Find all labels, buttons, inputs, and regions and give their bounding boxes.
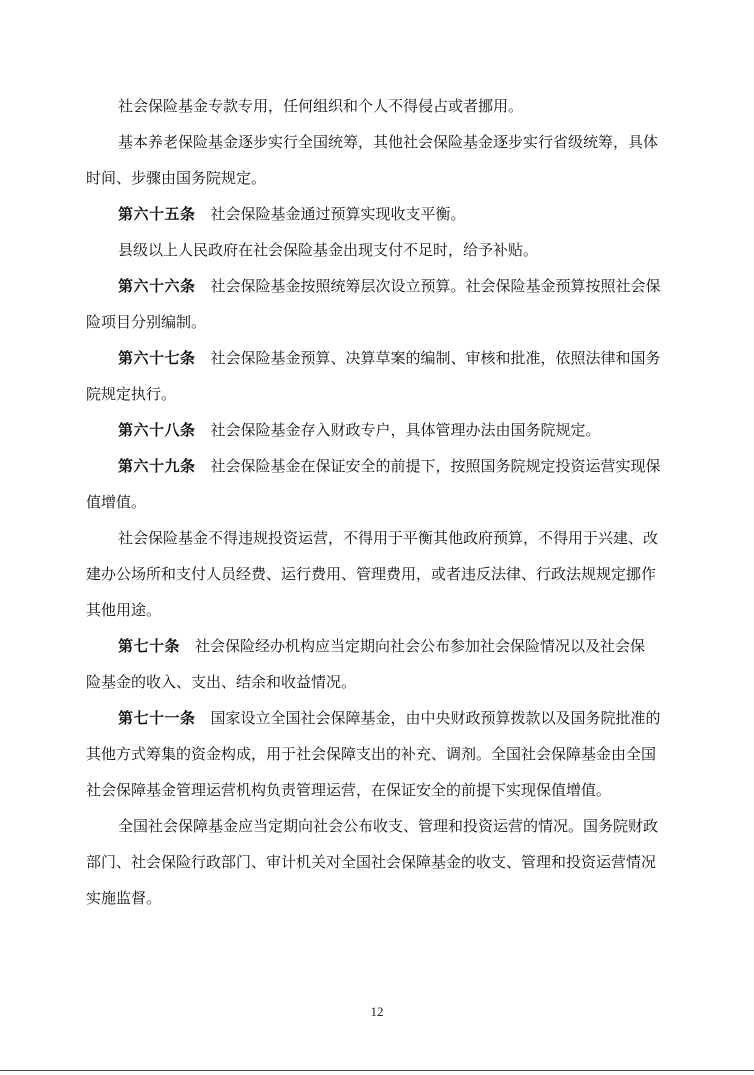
text-line: [0, 520, 754, 556]
text-line: [0, 268, 754, 304]
line-text: 社会保险基金通过预算实现收支平衡。: [210, 205, 466, 223]
line-text: 国家设立全国社会保障基金，由中央财政预算拨款以及国务院批准的: [210, 709, 661, 727]
line-text: 险基金的收入、支出、结余和收益情况。: [86, 673, 357, 691]
text-line: [0, 340, 754, 376]
line-text: 社会保险基金在保证安全的前提下，按照国务院规定投资运营实现保: [210, 457, 661, 475]
article-paragraph: [0, 628, 754, 700]
text-line: [0, 880, 754, 916]
paragraph: [0, 88, 754, 124]
line-text: 社会保险基金专款专用，任何组织和个人不得侵占或者挪用。: [118, 97, 524, 115]
text-line: [0, 664, 754, 700]
article-number: 第六十六条: [118, 277, 196, 295]
line-text: 社会保险基金预算、决算草案的编制、审核和批准，依照法律和国务: [210, 349, 661, 367]
line-text: 社会保险基金不得违规投资运营，不得用于平衡其他政府预算，不得用于兴建、改: [118, 529, 659, 547]
article-number: 第七十一条: [118, 709, 196, 727]
article-number: 第七十条: [118, 637, 181, 655]
text-line: [0, 448, 754, 484]
paragraph: [0, 808, 754, 916]
paragraph: [0, 232, 754, 268]
line-text: 社会保险经办机构应当定期向社会公布参加社会保险情况以及社会保: [195, 637, 646, 655]
page-number: 12: [370, 1004, 384, 1019]
line-text: 社会保险基金按照统筹层次设立预算。社会保险基金预算按照社会保: [210, 277, 661, 295]
text-line: [0, 160, 754, 196]
article-paragraph: [0, 448, 754, 520]
line-text: 院规定执行。: [86, 385, 177, 403]
line-text: 其他用途。: [86, 601, 162, 619]
line-text: 险项目分别编制。: [86, 313, 207, 331]
line-text: 基本养老保险基金逐步实行全国统筹，其他社会保险基金逐步实行省级统筹，具体: [118, 133, 659, 151]
article-paragraph: [0, 412, 754, 448]
page-bottom-rule: [0, 1070, 754, 1071]
text-line: [0, 556, 754, 592]
text-line: [0, 844, 754, 880]
text-line: [0, 124, 754, 160]
article-paragraph: [0, 268, 754, 340]
text-line: [0, 484, 754, 520]
article-paragraph: [0, 340, 754, 412]
text-line: [0, 412, 754, 448]
text-line: [0, 376, 754, 412]
paragraph: [0, 124, 754, 196]
line-text: 县级以上人民政府在社会保险基金出现支付不足时，给予补贴。: [118, 241, 539, 259]
line-text: 社会保险基金存入财政专户，具体管理办法由国务院规定。: [210, 421, 601, 439]
document-body: [0, 88, 754, 916]
article-paragraph: [0, 196, 754, 232]
text-line: [0, 232, 754, 268]
line-text: 其他方式筹集的资金构成，用于社会保障支出的补充、调剂。全国社会保障基金由全国: [86, 745, 657, 763]
line-text: 实施监督。: [86, 889, 162, 907]
text-line: [0, 700, 754, 736]
text-line: [0, 736, 754, 772]
text-line: [0, 628, 754, 664]
text-line: [0, 88, 754, 124]
text-line: [0, 196, 754, 232]
line-text: 时间、步骤由国务院规定。: [86, 169, 267, 187]
paragraph: [0, 520, 754, 628]
line-text: 建办公场所和支付人员经费、运行费用、管理费用，或者违反法律、行政法规规定挪作: [86, 565, 657, 583]
text-line: [0, 772, 754, 808]
text-line: [0, 304, 754, 340]
line-text: 值增值。: [86, 493, 147, 511]
article-number: 第六十八条: [118, 421, 196, 439]
article-number: 第六十五条: [118, 205, 196, 223]
article-number: 第六十七条: [118, 349, 196, 367]
article-paragraph: [0, 700, 754, 808]
text-line: [0, 592, 754, 628]
article-number: 第六十九条: [118, 457, 196, 475]
line-text: 部门、社会保险行政部门、审计机关对全国社会保障基金的收支、管理和投资运营情况: [86, 853, 657, 871]
line-text: 全国社会保障基金应当定期向社会公布收支、管理和投资运营的情况。国务院财政: [118, 817, 659, 835]
text-line: [0, 808, 754, 844]
line-text: 社会保障基金管理运营机构负责管理运营，在保证安全的前提下实现保值增值。: [86, 781, 612, 799]
